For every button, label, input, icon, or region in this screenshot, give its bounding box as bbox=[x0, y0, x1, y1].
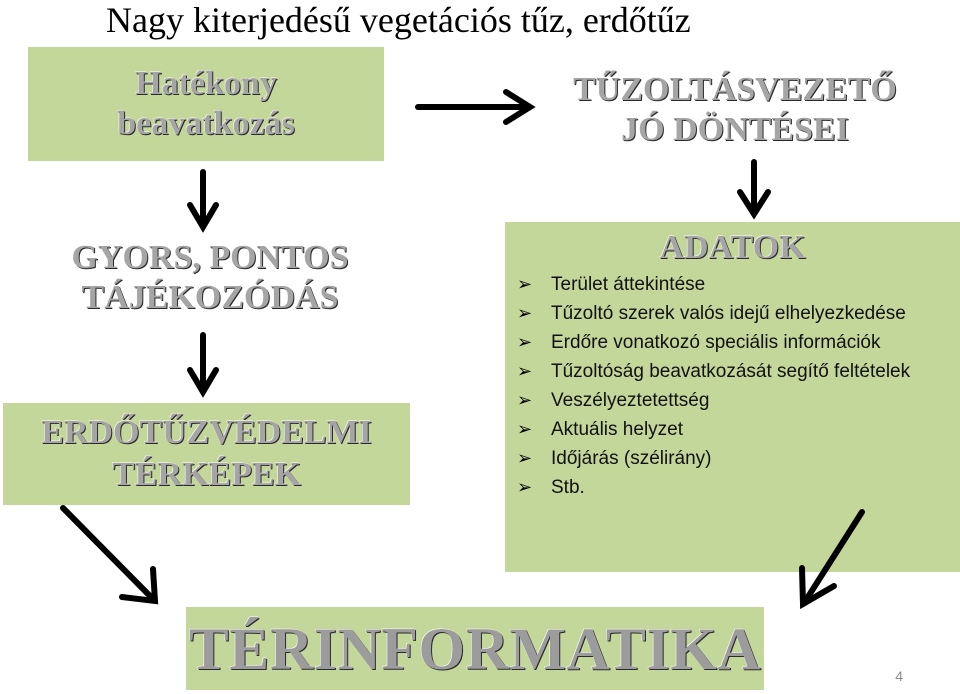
node-gyors-line2: TÁJÉKOZÓDÁS bbox=[81, 279, 339, 316]
node-tuzoltas-line1: TŰZOLTÁSVEZETŐ bbox=[573, 71, 897, 108]
arrow-bullet-icon: ➢ bbox=[517, 390, 533, 410]
adatok-item: ➢ Terület áttekintése bbox=[517, 270, 910, 299]
arrow-bullet-icon: ➢ bbox=[517, 419, 533, 439]
node-terinf-label: TÉRINFORMATIKA bbox=[188, 615, 762, 682]
arrow-down-icon bbox=[740, 162, 768, 214]
adatok-item: ➢ Stb. bbox=[517, 473, 910, 502]
adatok-item: ➢ Erdőre vonatkozó speciális információk bbox=[517, 328, 910, 357]
node-gyors-line1: GYORS, PONTOS bbox=[71, 239, 349, 276]
node-tuzoltas-line2: JÓ DÖNTÉSEI bbox=[621, 111, 849, 148]
arrow-right-icon bbox=[418, 92, 530, 122]
arrow-bullet-icon: ➢ bbox=[517, 477, 533, 497]
arrow-down-icon bbox=[190, 172, 216, 227]
adatok-item: ➢ Tűzoltó szerek valós idejű elhelyezkedése bbox=[517, 299, 910, 328]
adatok-item: ➢ Veszélyeztetettség bbox=[517, 386, 910, 415]
arrow-bullet-icon: ➢ bbox=[517, 448, 533, 468]
adatok-title: ADATOK bbox=[659, 229, 806, 266]
arrow-bullet-icon: ➢ bbox=[517, 332, 533, 352]
arrow-bullet-icon: ➢ bbox=[517, 303, 533, 323]
arrow-diagonal-down-right-icon bbox=[63, 508, 155, 601]
arrow-bullet-icon: ➢ bbox=[517, 274, 533, 294]
page-title: Nagy kiterjedésű vegetációs tűz, erdőtűz bbox=[106, 0, 691, 40]
arrow-bullet-icon: ➢ bbox=[517, 361, 533, 381]
arrow-down-icon bbox=[190, 335, 216, 392]
page-number: 4 bbox=[895, 668, 903, 684]
node-hatekony-line2: beavatkozás bbox=[117, 105, 295, 142]
node-erdo-line2: TÉRKÉPEK bbox=[112, 456, 301, 493]
node-hatekony-line1: Hatékony bbox=[135, 65, 277, 102]
adatok-item: ➢ Tűzoltóság beavatkozását segítő feltételek bbox=[517, 357, 910, 386]
adatok-item: ➢ Aktuális helyzet bbox=[517, 415, 910, 444]
arrow-diagonal-down-left-icon bbox=[802, 512, 862, 604]
node-erdo-line1: ERDŐTŰZVÉDELMI bbox=[41, 414, 372, 451]
adatok-item: ➢ Időjárás (szélirány) bbox=[517, 444, 910, 473]
